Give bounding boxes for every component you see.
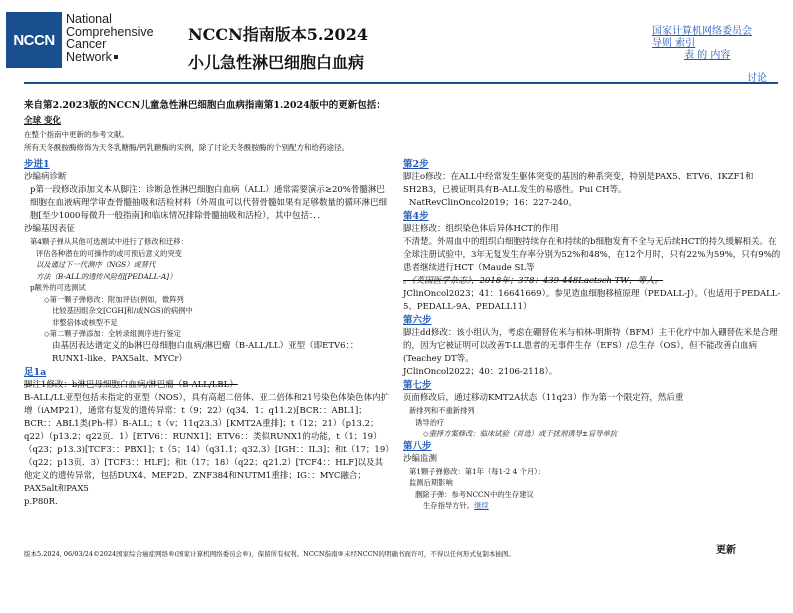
paragraph: 不清楚。外周血中的组织白细胞持续存在和持续的b细胞发育不全与无后续HCT的持久缓解相关。在全球注册试验中，3年无复发生存率分别为52%和48%，在12个月时，只有22%为59%，只有9%的患者继续进行HCT（Maude SL等: [403, 237, 781, 273]
list-item: 诱导治疗: [415, 417, 445, 427]
paragraph: 脚注dd修改：该小组认为，考虑在硼替佐米与柏林-明斯特（BFM）主干化疗中加入硼替佐米是合理的，因为它被证明可以改善T-LL患者的无事件生存（EFS）/总生存（OS），但不能改善白血病(Teachey DT等。: [403, 328, 778, 364]
list-item: 非整倍体或核型不足: [52, 317, 118, 327]
discussion-link[interactable]: 讨论: [747, 73, 767, 84]
guidelines-index-link[interactable]: 导则 索引: [652, 38, 696, 49]
paragraph: p第一段修改添加文本从脚注：诊断急性淋巴细胞白血病（ALL）通常需要演示≥20%骨髓淋巴细胞在血液病理学审查骨髓抽吸和活检材料（外周血可以代替骨髓如果有足够数量的循环淋巴细胞[至少1000每微升一般指南]和临床情况排除骨髓抽吸和活检），其中包括：．．: [30, 185, 388, 221]
deleted-text: 脚注1修改：b淋巴母细胞白血病/淋巴瘤（B-ALL/LBL）: [24, 379, 238, 390]
paragraph: 脚注o修改：在ALL中经常发生躯体突变的基因的种系突变，特别是PAX5、ETV6、IKZF1和SH2B3，已被证明具有B-ALL发生的易感性。Pui CH等。: [403, 172, 754, 195]
list-item: ◇第一颗子弹修改：附加评估(例如，微阵列: [44, 294, 184, 304]
list-item: ◇重择方案修改：临床试验（首选）或干扰剂诱导±盲导单抗: [423, 429, 618, 438]
list-item: 新排列和不重新排列: [409, 406, 475, 415]
list-item: 监测后期影响: [409, 478, 453, 487]
list-item: 生存指导方针。: [423, 501, 475, 510]
list-item: 删除子弹：参考NCCN中的生存建议: [415, 489, 534, 499]
reference: NatRevClinOncol2019；16：227-240。: [409, 198, 577, 208]
logo-line: National: [66, 12, 112, 26]
list-item: 比较基因组杂交[CGH]和/或NGS)的病例中: [52, 306, 193, 315]
trademark-icon: [114, 55, 118, 59]
list-item: ◇第二颗子弹添加：全转录组测序进行鉴定: [44, 329, 181, 338]
deleted-text: 。《英国医学杂志》，2018年；378：439-448Laetsch TW，等人。: [403, 276, 664, 286]
section-link-step8[interactable]: 第八步: [403, 440, 432, 452]
navigation-links: [652, 26, 752, 62]
paragraph: B-ALL/LL亚型包括未指定的亚型（NOS），具有高超二倍体、亚二倍体和21号染色体染色体内扩增（iAMP21），通常有复发的遗传异常：t（9；22）(q34．1；q11.2)[BCR：：ABL1]；BCR：：ABL1类(Ph-样）B-ALL；t（v；11q23.3）[KMT2A重排]；t（12；21）（p13.2；q22）（p13.2；q22页．1）[ETV6：：RUNX1]；ETV6：：类似RUNX1的功能，t（1；19）（q23；p13.3)[TCF3：：PBX1]；t（5；14）（q31.1；q32.3）[IGH：：IL3]；和t（17；19）（q22；p13页．3）[TCF3：：HLF]；和t（17；18）（q22；q21.2）[TCF4：：HLF]以及其他定义的遗传异常，包括DUX4、MEF2D、ZNF384和NUTM1重排；IG：：MYC融合；PAX5alt和PAX5: [24, 392, 390, 494]
updates-footer-label: 更新: [716, 545, 736, 556]
logo-line: Cancer: [66, 37, 107, 51]
section-link-step7[interactable]: 第七步: [403, 380, 432, 391]
list-item: 评估各种潜在的可操作的或可预后意义的突变: [36, 248, 182, 258]
section-link-step4[interactable]: 第4步: [403, 211, 429, 222]
subheading: 沙编病诊断: [24, 172, 67, 182]
guideline-topic-title: 小儿急性淋巴细胞白血病: [188, 53, 365, 72]
list-item: 第1颗子弹修改：第1年（每1-2 4 个月）：: [409, 466, 546, 476]
left-column: [24, 158, 391, 509]
version-footer: 版本5.2024, 06/03/24©2024国家综合癌症网络®(国家计算机网络委员会®)，保留所有权利。NCCN指南®未经NCCN的明确书面许可，不得以任何形式复制本插图。: [24, 550, 515, 558]
table-of-contents-link[interactable]: 表 的 内容: [684, 50, 731, 61]
section-link-step6[interactable]: 第六步: [403, 315, 432, 326]
section-link-ft1a[interactable]: 足1a: [24, 366, 47, 378]
global-changes-text: 在整个指南中更新的参考文献。 所有天冬酰胺酶修饰为天冬乳糖酶/钙乳糖酶的实例，除了讨论天冬酰胺酶的个别配方和给药途径。: [24, 130, 350, 152]
reference: JClinOncol2022；40：2106-2118）。: [403, 367, 558, 377]
paragraph: 页面修改后，通过移动KMT2A状态（11q23）作为第一个限定符，然后重: [403, 393, 684, 403]
paragraph: 由基因表达谱定义的b淋巴母细胞白血病/淋巴瘤（B-ALL/LL）亚型（即ETV6：：RUNX1-like、PAX5alt、MYCr）: [52, 340, 359, 364]
list-item: 方法（B-ALL的透传风险组[PEDALL-A]）: [36, 271, 177, 281]
paragraph-tail: p.P80R.: [24, 496, 58, 507]
list-item: p额外的可选测试: [30, 283, 86, 292]
global-changes-heading: 全球 变化: [24, 116, 61, 126]
reference: JClinOncol2023；41：16641669）。参见造血细胞移植原理（PEDALL-J）。（也适用于PEDALL-5、PEDALL-9A、PEDALL11）: [403, 289, 781, 312]
paragraph: 脚注修改：组织染色体后异体HCT的作用: [403, 224, 559, 234]
logo-line: Network: [66, 49, 112, 64]
subheading: 沙编基因表征: [24, 224, 76, 234]
logo-line: Comprehensive: [66, 24, 154, 39]
logo-wordmark: [66, 13, 154, 63]
nccn-logo: NCCN: [6, 12, 62, 68]
section-link-step2[interactable]: 第2步: [403, 159, 429, 170]
subheading: 沙编监测: [403, 453, 438, 464]
list-item: 第4颗子弹从其他可选测试中进行了修改和迁移：: [30, 237, 188, 246]
continued-link[interactable]: 继续: [474, 501, 489, 510]
updates-lead-text: 来自第2.2023版的NCCN儿童急性淋巴细胞白血病指南第1.2024版中的更新包括：: [24, 100, 386, 111]
nccn-guidelines-link[interactable]: 国家计算机网络委员会: [652, 26, 752, 37]
right-column: [403, 158, 783, 512]
guideline-version-title: NCCN指南版本5.2024: [188, 25, 368, 44]
list-item: 以及通过下一代测序（NGS）或替代: [36, 260, 156, 269]
section-link-step1[interactable]: 步进1: [24, 159, 50, 170]
header-divider: [24, 82, 778, 84]
